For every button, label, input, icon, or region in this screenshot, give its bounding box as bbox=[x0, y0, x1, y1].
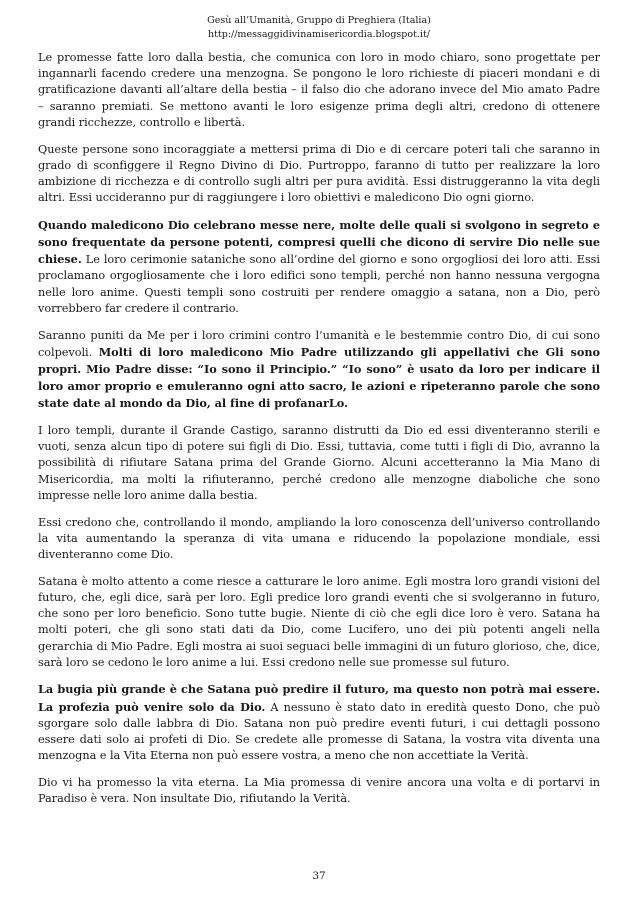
page-header bbox=[38, 14, 600, 42]
paragraph-text: Essi credono che, controllando il mondo, ampliando la loro conoscenza dell’universo controllando la vita aumentando la speranza di vita umana e riducendo la popolazione mondiale, essi diventeranno come Dio. bbox=[38, 515, 600, 561]
header-url: http://messaggidivinamisericordia.blogspot.it/ bbox=[208, 29, 430, 40]
paragraph-text: Satana è molto attento a come riesce a catturare le loro anime. Egli mostra loro grandi visioni del futuro, che, egli dice, sarà per loro. Egli predice loro grandi eventi che si svolgeranno in futuro, che sono per loro beneficio. Sono tutte bugie. Niente di ciò che egli dice loro è vero. Satana ha molti poteri, che gli sono stati dati da Dio, come Lucifero, uno dei più potenti angeli nella gerarchia di Mio Padre. Egli mostra ai suoi seguaci belle immagini di un futuro glorioso, che, dice, sarà loro se cedono le loro anime a lui. Essi credono nelle sue promesse sul futuro. bbox=[38, 574, 600, 669]
paragraph-text: Dio vi ha promesso la vita eterna. La Mia promessa di venire ancora una volta e di portarvi in Paradiso è vera. Non insultate Dio, rifiutando la Verità. bbox=[38, 775, 600, 806]
paragraph bbox=[38, 142, 600, 207]
paragraph-bold-text: Quando maledicono Dio celebrano messe nere, molte delle quali si svolgono in segreto e sono frequentate da persone potenti, compresi quelli che dicono di servire Dio nelle sue chiese. bbox=[38, 217, 600, 267]
paragraph bbox=[38, 50, 600, 131]
paragraph-text: Le loro cerimonie sataniche sono all’ordine del giorno e sono orgogliosi dei loro atti. Essi proclamano orgogliosamente che i loro edifici sono templi, perché non hanno nessuna vergogna nelle loro anime. Questi templi sono costruiti per rendere omaggio a satana, non a Dio, però vorrebbero far credere il contrario. bbox=[38, 253, 600, 315]
header-title: Gesù all’Umanità, Gruppo di Preghiera (Italia) bbox=[207, 15, 431, 26]
paragraph-text: A nessuno è stato dato in eredità questo Dono, che può sgorgare solo dalle labbra di Dio. Satana non può predire eventi futuri, i cui dettagli possono essere dati solo ai profeti di Dio. Se credete alle promesse di Satana, la vostra vita diventa una menzogna e la Vita Eterna non può essere vostra, a meno che non accettiate la Verità. bbox=[38, 700, 600, 763]
paragraph bbox=[38, 681, 600, 764]
page-number: 37 bbox=[312, 870, 326, 882]
paragraph-text: I loro templi, durante il Grande Castigo, saranno distrutti da Dio ed essi diventeranno sterili e vuoti, senza alcun tipo di potere sui figli di Dio. Essi, tuttavia, come tutti i figli di Dio, avranno la possibilità di rifiutare Satana prima del Grande Giorno. Alcuni accetteranno la Mia Mano di Misericordia, ma molti la rifiuteranno, perché credono alle menzogne diaboliche che sono impresse nelle loro anime dalla bestia. bbox=[38, 424, 600, 502]
paragraph bbox=[38, 423, 600, 504]
paragraph-bold-text: Molti di loro maledicono Mio Padre utilizzando gli appellativi che Gli sono propri. Mio Padre disse: “Io sono il Principio.” “Io sono” è usato da loro per indicare il loro amor proprio e emuleranno ogni atto sacro, le azioni e ripeteranno parole che sono state date al mondo da Dio, al fine di profanarLo. bbox=[38, 344, 601, 411]
paragraph bbox=[38, 217, 600, 317]
paragraph-text: Le promesse fatte loro dalla bestia, che comunica con loro in modo chiaro, sono progettate per ingannarli facendo credere una menzogna. Se pongono le loro richieste di piaceri mondani e di gratificazione davanti all’altare della bestia – il falso dio che adorano invece del Mio amato Padre – saranno premiati. Se mettono avanti le loro esigenze prima degli altri, credono di ottenere grandi ricchezze, controllo e libertà. bbox=[38, 51, 600, 129]
paragraph bbox=[38, 775, 600, 807]
paragraph-text: Saranno puniti da Me per i loro crimini contro l’umanità e le bestemmie contro Dio, di cui sono colpevoli. bbox=[38, 328, 600, 359]
paragraph bbox=[38, 515, 600, 564]
document-body bbox=[38, 50, 600, 807]
paragraph bbox=[38, 328, 600, 413]
paragraph-text: Queste persone sono incoraggiate a mettersi prima di Dio e di cercare poteri tali che saranno in grado di sconfiggere il Regno Divino di Dio. Purtroppo, faranno di tutto per realizzare la loro ambizione di ricchezza e di controllo sugli altri per pura avidità. Essi distruggeranno la vita degli altri. Essi uccideranno pur di raggiungere i loro obiettivi e maledicono Dio ogni giorno. bbox=[38, 142, 600, 205]
paragraph bbox=[38, 574, 600, 671]
paragraph-bold-text: La bugia più grande è che Satana può predire il futuro, ma questo non potrà mai essere. La profezia può venire solo da Dio. bbox=[38, 682, 600, 714]
